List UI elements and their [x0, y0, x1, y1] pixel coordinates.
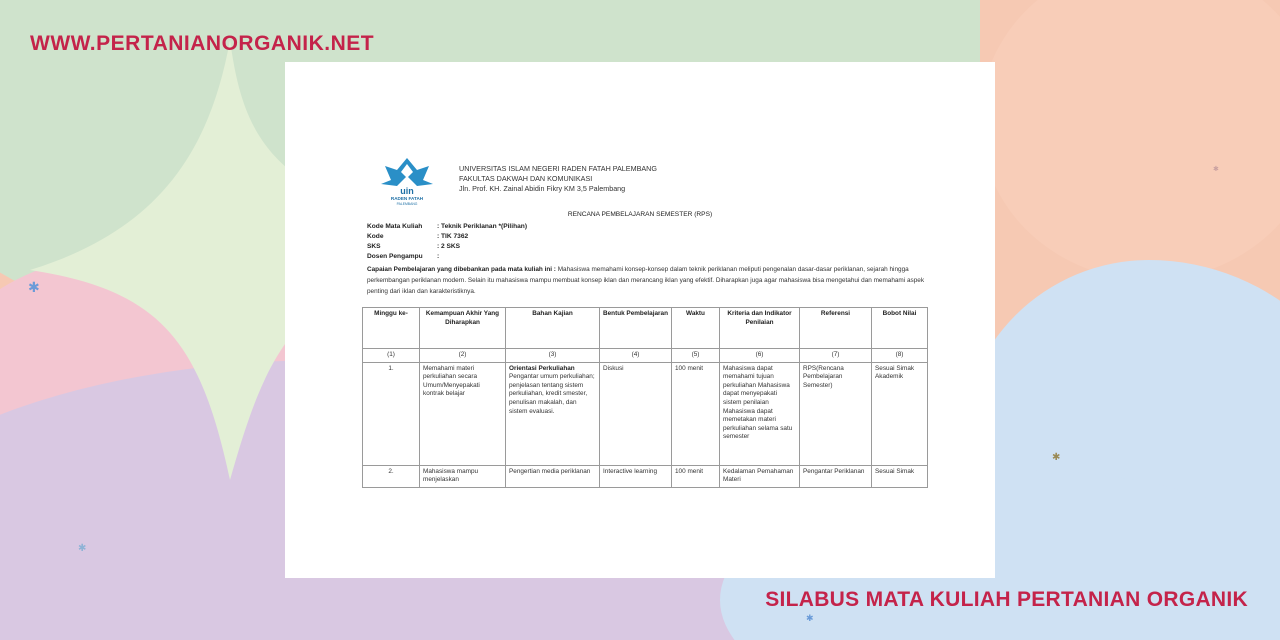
column-number: (5) — [672, 349, 720, 363]
sparkle-icon: ✱ — [806, 613, 814, 623]
column-header: Bahan Kajian — [506, 308, 600, 349]
sparkle-icon: ✱ — [1052, 452, 1061, 463]
page-caption: SILABUS MATA KULIAH PERTANIAN ORGANIK — [765, 588, 1248, 611]
cell-referensi: Pengantar Periklanan — [800, 465, 872, 487]
meta-row — [367, 252, 527, 262]
meta-value: : TIK 7362 — [437, 233, 469, 240]
cell-bahan-text: Pengantar umum perkuliahan; penjelasan tentang sistem perkuliahan, kredit smester, penulisan makalah, dan sistem evaluasi. — [509, 373, 595, 415]
bg-blob-peach — [980, 0, 1280, 280]
document-title: RENCANA PEMBELAJARAN SEMESTER (RPS) — [567, 211, 713, 218]
rps-table — [362, 307, 928, 488]
cell-referensi: RPS(Rencana Pembelajaran Semester) — [800, 362, 872, 465]
meta-value: : Teknik Periklanan *(Pilihan) — [437, 223, 528, 230]
cell-bentuk: Interactive learning — [600, 465, 672, 487]
cell-minggu: 2. — [363, 465, 420, 487]
column-header: Kemampuan Akhir Yang Diharapkan — [420, 308, 506, 349]
cell-kemampuan: Mahasiswa mampu menjelaskan — [420, 465, 506, 487]
column-number: (6) — [720, 349, 800, 363]
meta-label: Kode Mata Kuliah — [367, 223, 423, 230]
table-number-row — [363, 349, 928, 363]
column-number: (7) — [800, 349, 872, 363]
sparkle-icon: ✱ — [1213, 166, 1219, 173]
cell-bahan — [506, 362, 600, 465]
column-header: Waktu — [672, 308, 720, 349]
table-row — [363, 465, 928, 487]
cell-kriteria: Kedalaman Pemahaman Materi — [720, 465, 800, 487]
cell-bahan-text: Pengertian media periklanan — [509, 467, 591, 475]
cell-bentuk: Diskusi — [600, 362, 672, 465]
meta-label: SKS — [367, 243, 381, 250]
cell-minggu: 1. — [363, 362, 420, 465]
cell-bobot: Sesuai Simak Akademik — [872, 362, 928, 465]
syllabus-document — [285, 62, 995, 578]
cell-kriteria: Mahasiswa dapat memahami tujuan perkuliahan Mahasiswa dapat menyepakati sistem penilaian Mahasiswa dapat memetakan materi perkuliahan selama satu semester — [720, 362, 800, 465]
cell-waktu: 100 menit — [672, 465, 720, 487]
column-number: (8) — [872, 349, 928, 363]
header-line: UNIVERSITAS ISLAM NEGERI RADEN FATAH PALEMBANG — [459, 164, 657, 173]
meta-row — [367, 232, 527, 242]
column-number: (3) — [506, 349, 600, 363]
cell-bobot: Sesuai Simak — [872, 465, 928, 487]
course-meta — [367, 222, 527, 262]
cell-kemampuan: Memahami materi perkuliahan secara Umum/Menyepakati kontrak belajar — [420, 362, 506, 465]
sparkle-icon: ✱ — [28, 279, 40, 295]
column-header: Referensi — [800, 308, 872, 349]
header-line: Jln. Prof. KH. Zainal Abidin Fikry KM 3,5 Palembang — [459, 184, 626, 193]
learning-outcome-text: Mahasiswa memahami konsep-konsep dalam teknik periklanan meliputi pengenalan dasar-dasar periklanan, sejarah hingga perkembangan periklanan modern. Selain itu mahasiswa mampu membuat konsep iklan dan merancang iklan yang efektif. Diharapkan juga agar mahasiswa bisa mengetahui dan memahami aspek penting dari iklan dan karakteristiknya. — [367, 266, 925, 295]
meta-row — [367, 222, 527, 232]
column-header: Kriteria dan Indikator Penilaian — [720, 308, 800, 349]
sparkle-icon: ✱ — [78, 543, 87, 554]
column-header: Minggu ke- — [363, 308, 420, 349]
column-number: (4) — [600, 349, 672, 363]
column-number: (2) — [420, 349, 506, 363]
university-logo — [377, 154, 437, 206]
letterhead-text — [459, 164, 657, 194]
meta-label: Dosen Pengampu — [367, 253, 423, 260]
cell-waktu: 100 menit — [672, 362, 720, 465]
cell-bahan-title: Orientasi Perkuliahan — [509, 364, 575, 372]
meta-value: : — [437, 253, 440, 260]
logo-word: uin — [400, 186, 414, 196]
meta-value: : 2 SKS — [437, 243, 461, 250]
learning-outcome-label: Capaian Pembelajaran yang dibebankan pada mata kuliah ini : — [367, 266, 556, 273]
learning-outcome — [367, 264, 927, 297]
logo-name: RADEN FATAH — [390, 196, 424, 201]
cell-bahan — [506, 465, 600, 487]
column-header: Bobot Nilai — [872, 308, 928, 349]
logo-city: PALEMBANG — [396, 202, 418, 206]
column-number: (1) — [363, 349, 420, 363]
table-row — [363, 362, 928, 465]
site-url[interactable]: WWW.PERTANIANORGANIK.NET — [30, 32, 375, 55]
table-header-row — [363, 308, 928, 349]
column-header: Bentuk Pembelajaran — [600, 308, 672, 349]
meta-label: Kode — [367, 233, 384, 240]
header-line: FAKULTAS DAKWAH DAN KOMUNIKASI — [459, 174, 593, 183]
letterhead — [377, 154, 877, 204]
meta-row — [367, 242, 527, 252]
